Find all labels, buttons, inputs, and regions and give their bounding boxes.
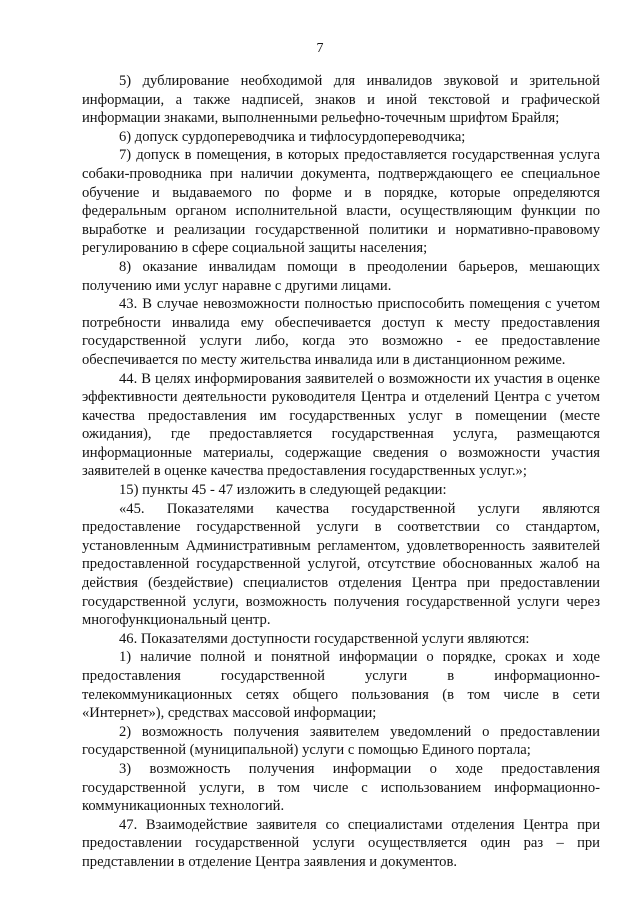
paragraph-clause-45: «45. Показателями качества государственной услуги являются предоставление государственной услуги в соответствии со стандартом, установленным Административным регламентом, удовлетворенность заявителей предоставленной государственной услугой, отсутствие обоснованных жалоб на действия (бездействие) специалистов отделения Центра при предоставлении государственной услуги, возможность получения государственной услуги через многофункциональный центр. [82, 500, 600, 629]
paragraph-clause-44: 44. В целях информирования заявителей о возможности их участия в оценке эффективности деятельности руководителя Центра и отделений Центра с учетом качества предоставления им государственных услуг в помещении (месте ожидания), где предоставляется государственная услуга, размещаются информационные материалы, содержащие сведения о возможности участия заявителей в оценке качества предоставления государственных услуг.»; [82, 370, 600, 480]
paragraph-clause-43: 43. В случае невозможности полностью приспособить помещения с учетом потребности инвалида ему обеспечивается доступ к месту предоставления государственной услуги либо, когда это возможно - ее предоставление обеспечивается по месту жительства инвалида или в дистанционном режиме. [82, 296, 600, 368]
paragraph-clause-46-item-1: 1) наличие полной и понятной информации о порядке, сроках и ходе предоставления государственной услуги в информационно-телекоммуникационных сетях общего пользования (в том числе в сети «Интернет»), средствах массовой информации; [82, 649, 600, 722]
paragraph-clause-46-item-3: 3) возможность получения информации о ходе предоставления государственной услуги, в том числе с использованием информационно-коммуникационных технологий. [82, 760, 600, 815]
paragraph-item-5: 5) дублирование необходимой для инвалидов звуковой и зрительной информации, а также надписей, знаков и иной текстовой и графической информации знаками, выполненными рельефно-точечным шрифтом Брайля; [82, 73, 600, 127]
paragraph-clause-46: 46. Показателями доступности государственной услуги являются: [119, 630, 530, 647]
paragraph-item-7: 7) допуск в помещения, в которых предоставляется государственная услуга собаки-проводника при наличии документа, подтверждающего ее специальное обучение и выдаваемого по форме и в порядке, которые определяются федеральным органом исполнительной власти, осуществляющим функции по выработке и реализации государственной политики и нормативно-правовому регулированию в сфере социальной защиты населения; [82, 147, 600, 257]
document-body [82, 72, 600, 872]
page-number: 7 [316, 41, 324, 56]
paragraph-item-6: 6) допуск сурдопереводчика и тифлосурдопереводчика; [119, 128, 466, 145]
paragraph-item-8: 8) оказание инвалидам помощи в преодолении барьеров, мешающих получению ими услуг наравне с другими лицами. [82, 258, 600, 294]
paragraph-clause-47: 47. Взаимодействие заявителя со специалистами отделения Центра при предоставлении государственной услуги осуществляется один раз – при представлении в отделение Центра заявления и документов. [82, 816, 600, 870]
paragraph-amendment-15: 15) пункты 45 - 47 изложить в следующей редакции: [119, 482, 447, 499]
paragraph-clause-46-item-2: 2) возможность получения заявителем уведомлений о предоставлении государственной (муниципальной) услуги с помощью Единого портала; [82, 723, 600, 759]
